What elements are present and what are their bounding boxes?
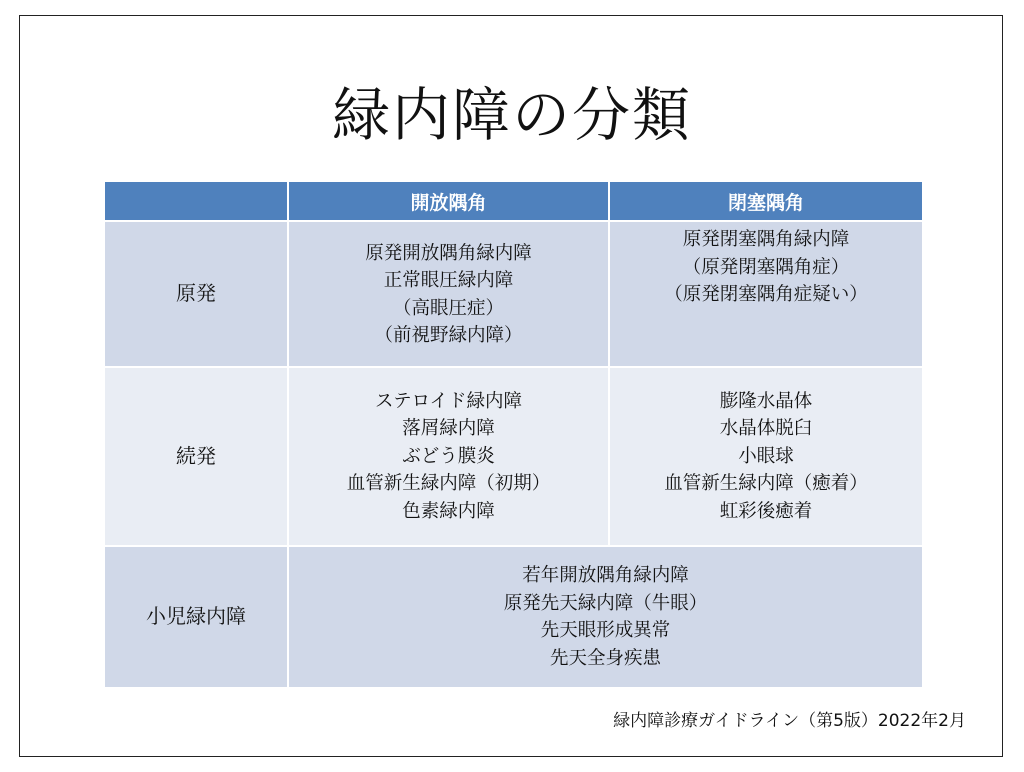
table-header-row (104, 181, 923, 221)
list-item: 血管新生緑内障（癒着） (664, 473, 868, 495)
list-item: 原発開放隅角緑内障 (365, 242, 532, 264)
primary-open-angle-cell (288, 221, 609, 367)
list-item: 落屑緑内障 (402, 418, 495, 440)
list-item: 小眼球 (738, 445, 794, 467)
list-item: 若年開放隅角緑内障 (522, 565, 689, 586)
list-item: 虹彩後癒着 (719, 500, 813, 522)
list-item: 原発先天緑内障（牛眼） (503, 592, 708, 614)
list-item: 先天眼形成異常 (540, 620, 671, 641)
row-label-primary: 原発 (104, 221, 288, 367)
primary-closed-angle-cell (609, 221, 923, 367)
header-open-angle: 開放隅角 (288, 181, 609, 221)
slide-title: 緑内障の分類 (331, 81, 692, 149)
list-item: （原発閉塞隅角症） (682, 256, 850, 278)
source-citation: 緑内障診療ガイドライン（第5版）2022年2月 (613, 711, 966, 731)
row-label-secondary: 続発 (104, 367, 288, 546)
list-item: 色素緑内障 (402, 500, 495, 522)
list-item: 血管新生緑内障（初期） (346, 473, 551, 495)
table-row (104, 221, 923, 367)
list-item: 水晶体脱臼 (719, 418, 813, 440)
list-item: 膨隆水晶体 (719, 390, 813, 412)
list-item: ステロイド緑内障 (374, 390, 523, 412)
list-item: 原発閉塞隅角緑内障 (682, 229, 850, 250)
secondary-closed-angle-cell (609, 367, 923, 546)
header-corner (104, 181, 288, 221)
classification-table (103, 180, 924, 689)
table-row (104, 546, 923, 688)
table-row (104, 367, 923, 546)
pediatric-merged-cell (288, 546, 923, 688)
list-item: （原発閉塞隅角症疑い） (664, 284, 868, 305)
secondary-open-angle-cell (288, 367, 609, 546)
list-item: ぶどう膜炎 (402, 445, 495, 467)
list-item: 先天全身疾患 (549, 647, 661, 669)
header-closed-angle: 閉塞隅角 (609, 181, 923, 221)
list-item: （前視野緑内障） (374, 325, 523, 346)
list-item: （高眼圧症） (392, 297, 504, 319)
list-item: 正常眼圧緑内障 (383, 270, 514, 291)
row-label-pediatric: 小児緑内障 (104, 546, 288, 688)
